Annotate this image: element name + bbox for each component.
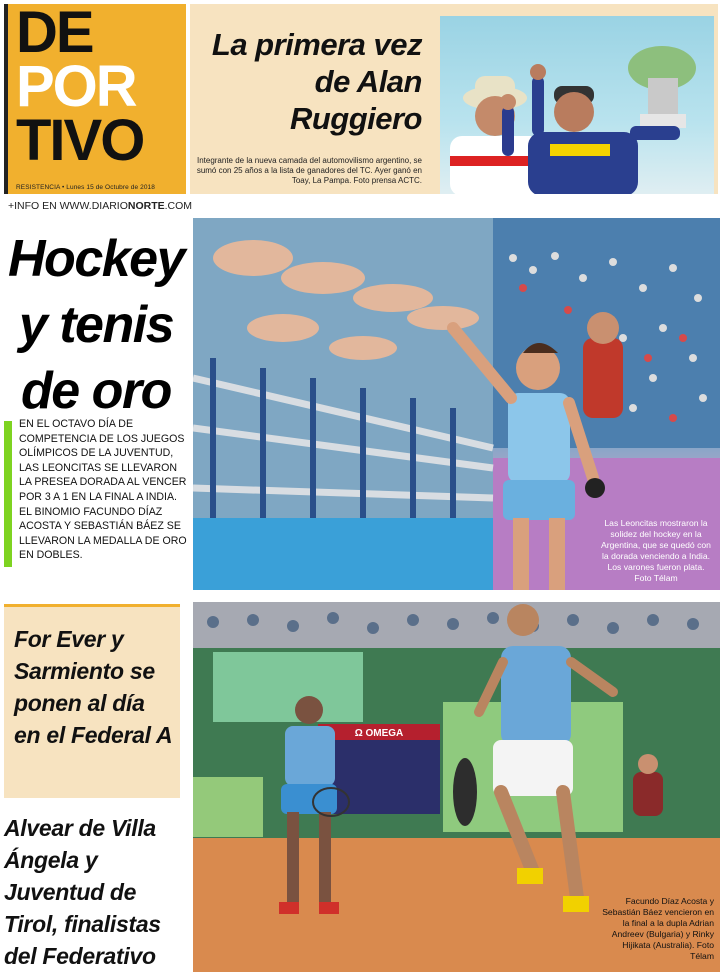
side-story-headline[interactable]: For Ever y Sarmiento se ponen al día en el Federal A bbox=[14, 626, 173, 748]
section-logo bbox=[16, 0, 144, 173]
top-story-photo bbox=[440, 16, 714, 194]
logo-line-2: POR bbox=[16, 54, 136, 119]
racing-podium-illustration bbox=[440, 16, 714, 194]
top-story-headline[interactable]: La primera vez de Alan Ruggiero bbox=[211, 27, 422, 136]
lead-accent-bar bbox=[4, 421, 12, 567]
masthead bbox=[4, 0, 186, 194]
dateline: RESISTENCIA • Lunes 15 de Octubre de 2018 bbox=[16, 184, 155, 191]
hockey-photo bbox=[193, 218, 720, 590]
more-info-site: WWW.DIARIO bbox=[59, 200, 128, 212]
bottom-story-headline[interactable]: Alvear de Villa Ángela y Juventud de Tirol, finalistas del Federativo bbox=[4, 815, 161, 969]
tennis-photo bbox=[193, 602, 720, 972]
more-info-prefix: +INFO EN bbox=[8, 200, 60, 212]
more-info-link[interactable] bbox=[8, 200, 192, 212]
logo-line-3: TIVO bbox=[16, 108, 144, 173]
scoreboard-brand-text: Ω OMEGA bbox=[354, 728, 404, 739]
tennis-photo-caption: Facundo Díaz Acosta y Sebastián Báez vencieron en la final a la dupla Adrian Andreev (Bulgaria) y Rinky Hijikata (Australia). Foto Télam bbox=[602, 896, 714, 961]
hockey-photo-caption: Las Leoncitas mostraron la solidez del hockey en la Argentina, que se quedó con la dorada venciendo a India. Los varones fueron plata. Foto Télam bbox=[601, 518, 711, 583]
logo-line-1: DE bbox=[16, 0, 93, 65]
main-story-lead: EN EL OCTAVO DÍA DE COMPETENCIA DE LOS JUEGOS OLÍMPICOS DE LA JUVENTUD, LAS LEONCITAS SE LLEVARON LA PRESEA DORADA AL VENCER POR 3 A 1 EN LA FINAL A INDIA. EL BINOMIO FACUNDO DÍAZ ACOSTA Y SEBASTIÁN BÁEZ SE LLEVARON LA MEDALLA DE ORO EN DOBLES. bbox=[19, 418, 187, 562]
top-story bbox=[190, 4, 718, 194]
more-info-site-end: .COM bbox=[164, 200, 193, 212]
more-info-site-bold: NORTE bbox=[127, 200, 165, 212]
main-story-headline[interactable]: Hockey y tenis de oro bbox=[8, 230, 184, 420]
top-story-caption: Integrante de la nueva camada del automovilismo argentino, se sumó con 25 años a la lista de ganadores del TC. Ayer ganó en Toay, La Pampa. Foto prensa ACTC. bbox=[196, 156, 422, 185]
side-story bbox=[4, 604, 180, 798]
